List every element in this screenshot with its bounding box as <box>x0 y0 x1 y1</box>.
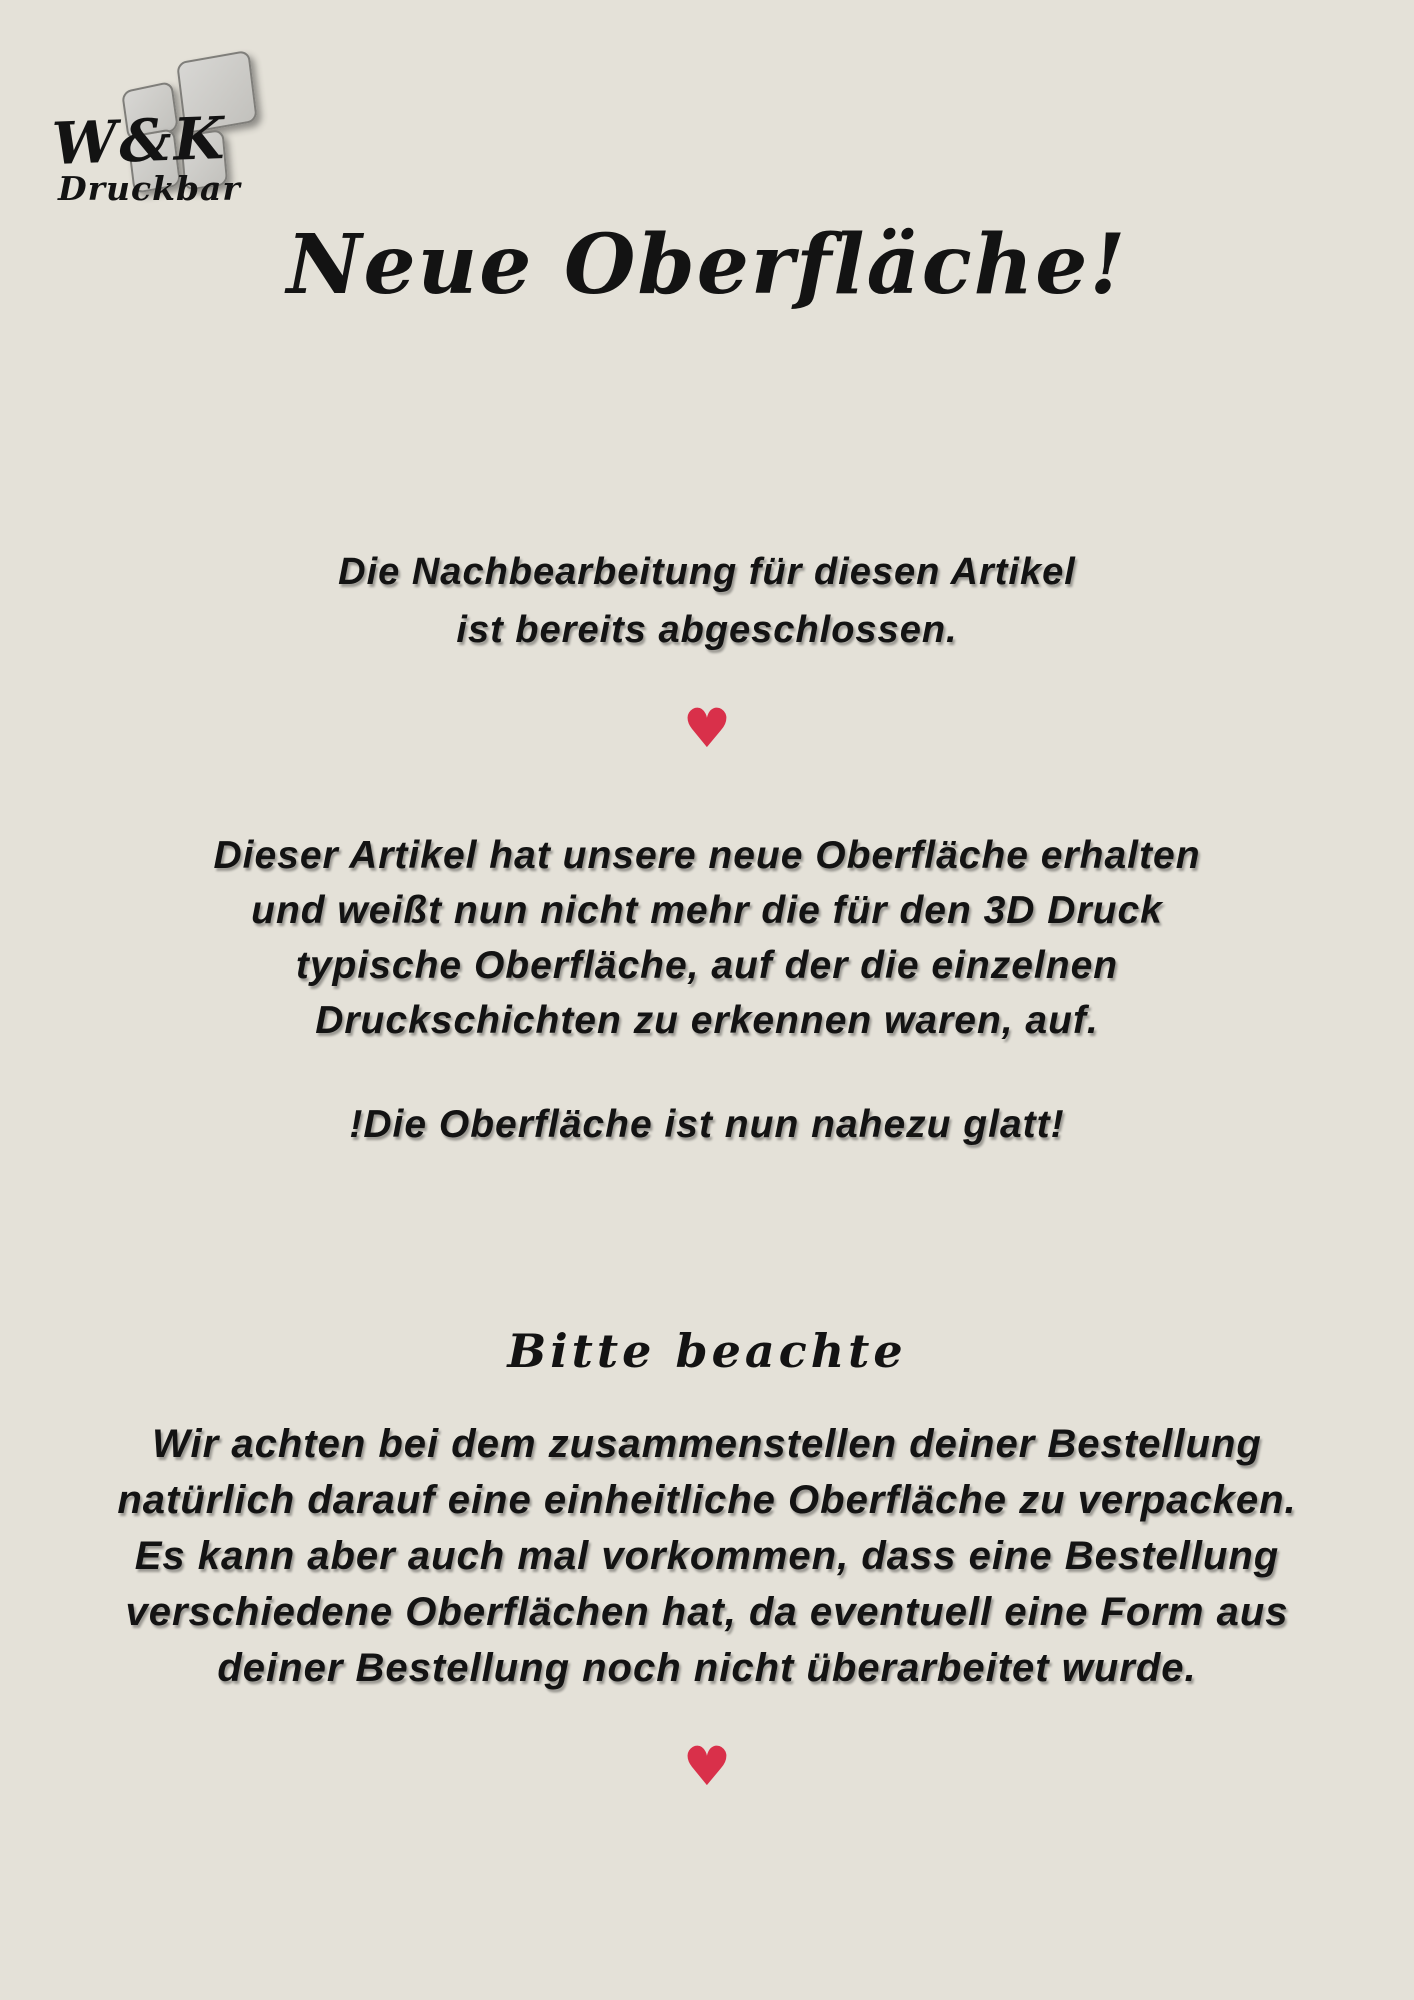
highlight-line: !Die Oberfläche ist nun nahezu glatt! <box>349 1103 1065 1146</box>
text-line: Die Nachbearbeitung für diesen Artikel <box>338 551 1076 593</box>
text-line: und weißt nun nicht mehr die für den 3D Druck <box>251 889 1163 932</box>
text-line: deiner Bestellung noch nicht überarbeitet wurde. <box>217 1646 1197 1690</box>
page-title: Neue Oberfläche! <box>286 217 1128 313</box>
text-line: Dieser Artikel hat unsere neue Oberfläche erhalten <box>213 834 1201 877</box>
intro-paragraph <box>0 543 1414 659</box>
heart-icon: ♥ <box>682 1735 732 1798</box>
note-paragraph <box>0 1416 1414 1696</box>
text-line: verschiedene Oberflächen hat, da eventuell eine Form aus <box>125 1590 1289 1634</box>
text-line: ist bereits abgeschlossen. <box>456 609 958 651</box>
logo-subtitle: Druckbar <box>58 169 241 208</box>
note-heading: Bitte beachte <box>507 1324 907 1378</box>
text-line: typische Oberfläche, auf der die einzelnen <box>295 944 1119 987</box>
text-line: Wir achten bei dem zusammenstellen deiner Bestellung <box>152 1422 1262 1466</box>
text-line: Druckschichten zu erkennen waren, auf. <box>315 999 1099 1042</box>
body-paragraph <box>0 828 1414 1048</box>
text-line: Es kann aber auch mal vorkommen, dass eine Bestellung <box>134 1534 1280 1578</box>
logo-wordmark: W&K <box>50 103 228 179</box>
text-line: natürlich darauf eine einheitliche Oberfläche zu verpacken. <box>117 1478 1297 1522</box>
logo <box>50 40 270 220</box>
heart-icon: ♥ <box>682 697 732 760</box>
